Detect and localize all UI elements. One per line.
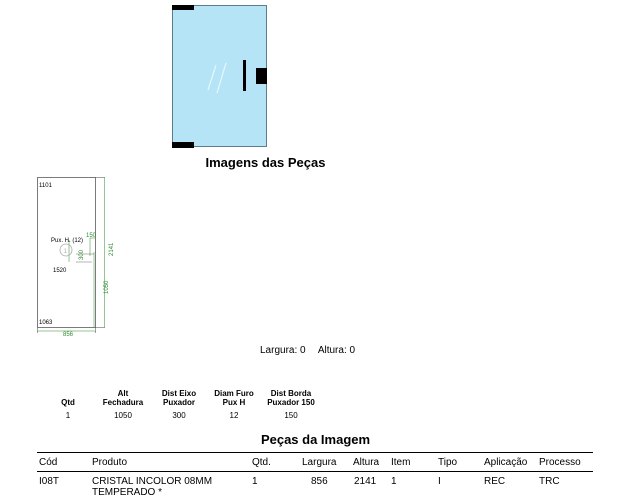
cell-largura: 856 (311, 476, 328, 487)
cell-aplicacao: REC (484, 476, 506, 487)
param-header: Dist Eixo (161, 389, 197, 398)
cell-item: 1 (391, 476, 397, 487)
param-header: Dist Borda (270, 389, 312, 398)
table-top-rule (37, 452, 593, 453)
dim-1520: 1520 (53, 268, 67, 274)
col-header-cod: Cód (39, 457, 58, 468)
col-header-tipo: Tipo (438, 457, 458, 468)
col-header-altura: Altura (353, 457, 380, 468)
param-value: 150 (284, 411, 298, 420)
dim-150: 150 (86, 233, 97, 239)
images-title: Imagens das Peças (205, 155, 326, 170)
param-dist-borda (262, 389, 320, 420)
param-header: Pux H (222, 398, 246, 407)
altura-text: Altura: 0 (317, 345, 356, 356)
col-header-processo: Processo (539, 457, 581, 468)
col-header-qtd: Qtd. (252, 457, 271, 468)
largura-text: Largura: 0 (260, 345, 306, 356)
table-header-rule (37, 471, 593, 472)
dim-2141: 2141 (109, 242, 115, 256)
param-value: 12 (229, 411, 239, 420)
param-header: Qtd (61, 398, 75, 407)
dim-856: 856 (63, 332, 74, 338)
col-header-aplicacao: Aplicação (484, 457, 528, 468)
param-header: Diam Furo (214, 389, 254, 398)
param-diam-furo (208, 389, 260, 420)
dim-300: 300 (79, 249, 85, 260)
param-value: 300 (172, 411, 186, 420)
param-header: Puxador (162, 398, 195, 407)
technical-drawing (36, 176, 126, 338)
param-qtd (50, 398, 86, 420)
cell-qtd: 1 (252, 476, 258, 487)
col-header-largura: Largura (302, 457, 337, 468)
cell-tipo: I (438, 476, 441, 487)
code-top: 1101 (39, 183, 52, 189)
cell-produto: CRISTAL INCOLOR 08MM TEMPERADO * (92, 476, 213, 498)
dimensions-line (260, 345, 365, 356)
param-header: Puxador 150 (267, 398, 315, 407)
col-header-item: Item (391, 457, 411, 468)
param-value: 1 (65, 411, 71, 420)
cell-cod: I08T (39, 476, 60, 487)
dim-1050: 1050 (104, 280, 110, 294)
glass-piece-image (172, 5, 268, 148)
param-alt-fechadura (96, 389, 150, 420)
pecas-title: Peças da Imagem (260, 432, 371, 447)
circle-number: 1 (63, 249, 67, 255)
col-header-produto: Produto (92, 457, 128, 468)
param-header: Alt (117, 389, 129, 398)
code-bottom: 1063 (39, 320, 53, 326)
cell-altura: 2141 (354, 476, 377, 487)
param-value: 1050 (114, 411, 132, 420)
param-header: Fechadura (102, 398, 144, 407)
cell-processo: TRC (539, 476, 560, 487)
param-dist-eixo (154, 389, 204, 420)
pux-label: Pux. H. (12) (51, 238, 84, 244)
